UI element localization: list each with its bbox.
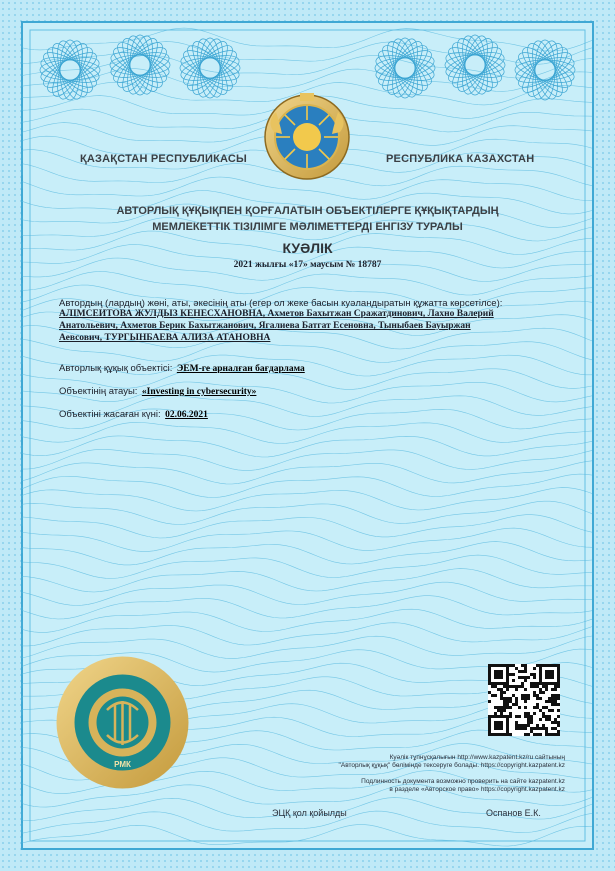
object-name-label: Объектінің атауы: [59, 386, 138, 397]
document-date-number: 2021 жылғы «17» маусым № 18787 [233, 260, 382, 270]
title-line-2: МЕМЛЕКЕТТІК ТІЗІЛІМГЕ МӘЛІМЕТТЕРДІ ЕНГІЗУ ТУРАЛЫ [152, 221, 463, 233]
object-type-value: ЭЕМ-ге арналған бағдарлама [176, 364, 305, 374]
object-type-row [59, 358, 305, 376]
ecp-signed-label: ЭЦҚ қол қойылды [272, 808, 347, 818]
header-left-country: ҚАЗАҚСТАН РЕСПУБЛИКАСЫ [80, 153, 247, 165]
authors-label: Автордың (лардың) жөні, аты, әкесінің аты (егер ол жеке басын куәландыратын құжатта көрсетілсе): [59, 298, 503, 309]
seal-abbr: РМК [114, 760, 131, 769]
verify-kz-line-2: "Авторлық құқық" бөлімінде тексеруге болады. https://copyright.kazpatent.kz [338, 762, 565, 769]
authors-line-1: АЛІМСЕИТОВА ЖУЛДЫЗ КЕНЕСХАНОВНА, Ахметов Бахытжан Сражатдинович, Лахно Валерий [59, 309, 494, 319]
creation-date-row [59, 404, 208, 422]
verify-kz-line-1: Куәлік тұпнұсқалығын http://www.kazpatent.kz/ru сайтының [389, 754, 565, 761]
object-name-value: «Investing in cybersecurity» [141, 387, 257, 397]
qr-code-icon[interactable] [488, 664, 560, 736]
institute-seal-icon [55, 655, 190, 790]
object-name-row [59, 381, 256, 399]
header-right-country: РЕСПУБЛИКА КАЗАХСТАН [386, 153, 535, 165]
object-type-label: Авторлық құқық объектісі: [59, 363, 173, 374]
state-emblem-icon [262, 92, 352, 182]
verify-ru-line-1: Подлинность документа возможно проверить на сайте kazpatent.kz [361, 778, 565, 785]
creation-date-value: 02.06.2021 [165, 410, 208, 420]
verify-ru-line-2: в разделе «Авторское право» https://copyright.kazpatent.kz [389, 786, 565, 793]
creation-date-label: Объектіні жасаған күні: [59, 409, 161, 420]
document-name: КУӘЛІК [282, 240, 333, 256]
authors-line-2: Анатольевич, Ахметов Берик Бахытжанович, Ягалиева Батгат Есеновна, Тыныбаев Бауыржан [59, 321, 471, 331]
authors-line-3: Аевсович, ТУРГЫНБАЕВА АЛИЗА АТАНОВНА [59, 333, 271, 343]
title-line-1: АВТОРЛЫҚ ҚҰҚЫҚПЕН ҚОРҒАЛАТЫН ОБЪЕКТІЛЕРГЕ ҚҰҚЫҚТАРДЫҢ [116, 205, 499, 217]
signer-name: Оспанов Е.К. [486, 808, 541, 818]
